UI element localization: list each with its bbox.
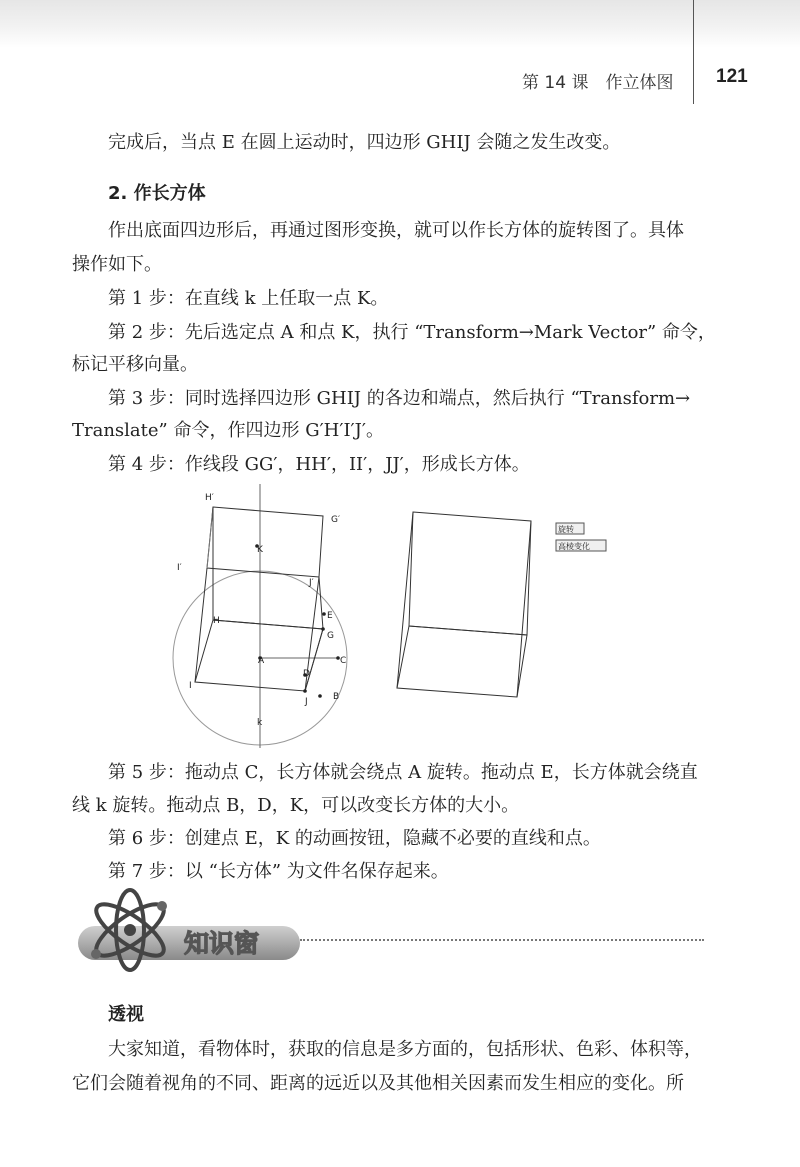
step-7: 第 7 步：以 “长方体” 为文件名保存起来。	[108, 861, 449, 882]
label-c: C	[340, 656, 347, 666]
label-a: A	[258, 656, 265, 666]
edge-2-right	[517, 521, 531, 697]
text-line: 线 k 旋转。拖动点 B，D，K，可以改变长方体的大小。	[72, 795, 520, 816]
label-i-prime: I′	[177, 563, 182, 573]
label-g-prime: G′	[331, 515, 341, 525]
label-h-prime: H′	[205, 493, 214, 503]
step-3: 第 3 步：同时选择四边形 GHIJ 的各边和端点，然后执行 “Transform→	[108, 388, 691, 409]
point-e	[322, 612, 326, 616]
label-k-line: k	[257, 718, 263, 728]
text-line: 标记平移向量。	[72, 354, 198, 375]
header-divider	[693, 0, 694, 104]
page-number: 121	[716, 66, 748, 87]
edge-back	[213, 507, 323, 629]
knowledge-window-title: 知识窗	[184, 929, 260, 958]
rotate-button: 旋转	[558, 525, 574, 534]
top-face-2	[409, 512, 531, 635]
edge-2-left	[397, 512, 413, 688]
text-line: 完成后，当点 E 在圆上运动时，四边形 GHIJ 会随之发生改变。	[108, 132, 621, 153]
section-heading: 透视	[108, 1004, 144, 1025]
point-j	[303, 689, 307, 693]
step-5: 第 5 步：拖动点 C，长方体就会绕点 A 旋转。拖动点 E，长方体就会绕直	[108, 762, 698, 783]
step-1: 第 1 步：在直线 k 上任取一点 K。	[108, 288, 389, 309]
point-b	[318, 694, 322, 698]
text-line: 它们会随着视角的不同、距离的远近以及其他相关因素而发生相应的变化。所	[72, 1073, 684, 1094]
label-j-prime: J′	[309, 578, 314, 588]
cuboid-figure	[165, 482, 645, 752]
label-k-point: K	[257, 545, 263, 555]
edge-front	[305, 629, 323, 691]
text-line: 作出底面四边形后，再通过图形变换，就可以作长方体的旋转图了。具体	[108, 220, 684, 241]
step-4: 第 4 步：作线段 GG′，HH′，II′，JJ′，形成长方体。	[108, 454, 530, 475]
text-line: Translate” 命令，作四边形 G′H′I′J′。	[72, 420, 384, 441]
label-e: E	[327, 611, 333, 621]
lesson-title: 第 14 课 作立体图	[522, 73, 674, 93]
knowledge-window-banner	[72, 888, 712, 978]
label-g: G	[327, 631, 334, 641]
bottom-face-2	[397, 626, 527, 697]
edge-change-button: 高棱变化	[558, 542, 590, 551]
header-band	[0, 0, 800, 48]
text-line: 大家知道，看物体时，获取的信息是多方面的，包括形状、色彩、体积等，	[108, 1039, 702, 1060]
label-i: I	[189, 681, 192, 691]
label-b: B	[333, 692, 340, 702]
point-g	[321, 627, 325, 631]
section-heading: 2. 作长方体	[108, 183, 206, 204]
label-j: J	[305, 697, 308, 707]
top-face	[207, 507, 323, 577]
label-h: H	[213, 616, 220, 626]
step-2: 第 2 步：先后选定点 A 和点 K，执行 “Transform→Mark Vector” 命令，	[108, 322, 716, 343]
edge-ii	[207, 507, 213, 568]
text-line: 操作如下。	[72, 254, 162, 275]
atom-nucleus	[124, 924, 136, 936]
step-6: 第 6 步：创建点 E，K 的动画按钮，隐藏不必要的直线和点。	[108, 828, 601, 849]
banner-dotted-rule	[300, 939, 704, 941]
edge-left	[195, 568, 207, 682]
label-d: D	[303, 669, 310, 679]
